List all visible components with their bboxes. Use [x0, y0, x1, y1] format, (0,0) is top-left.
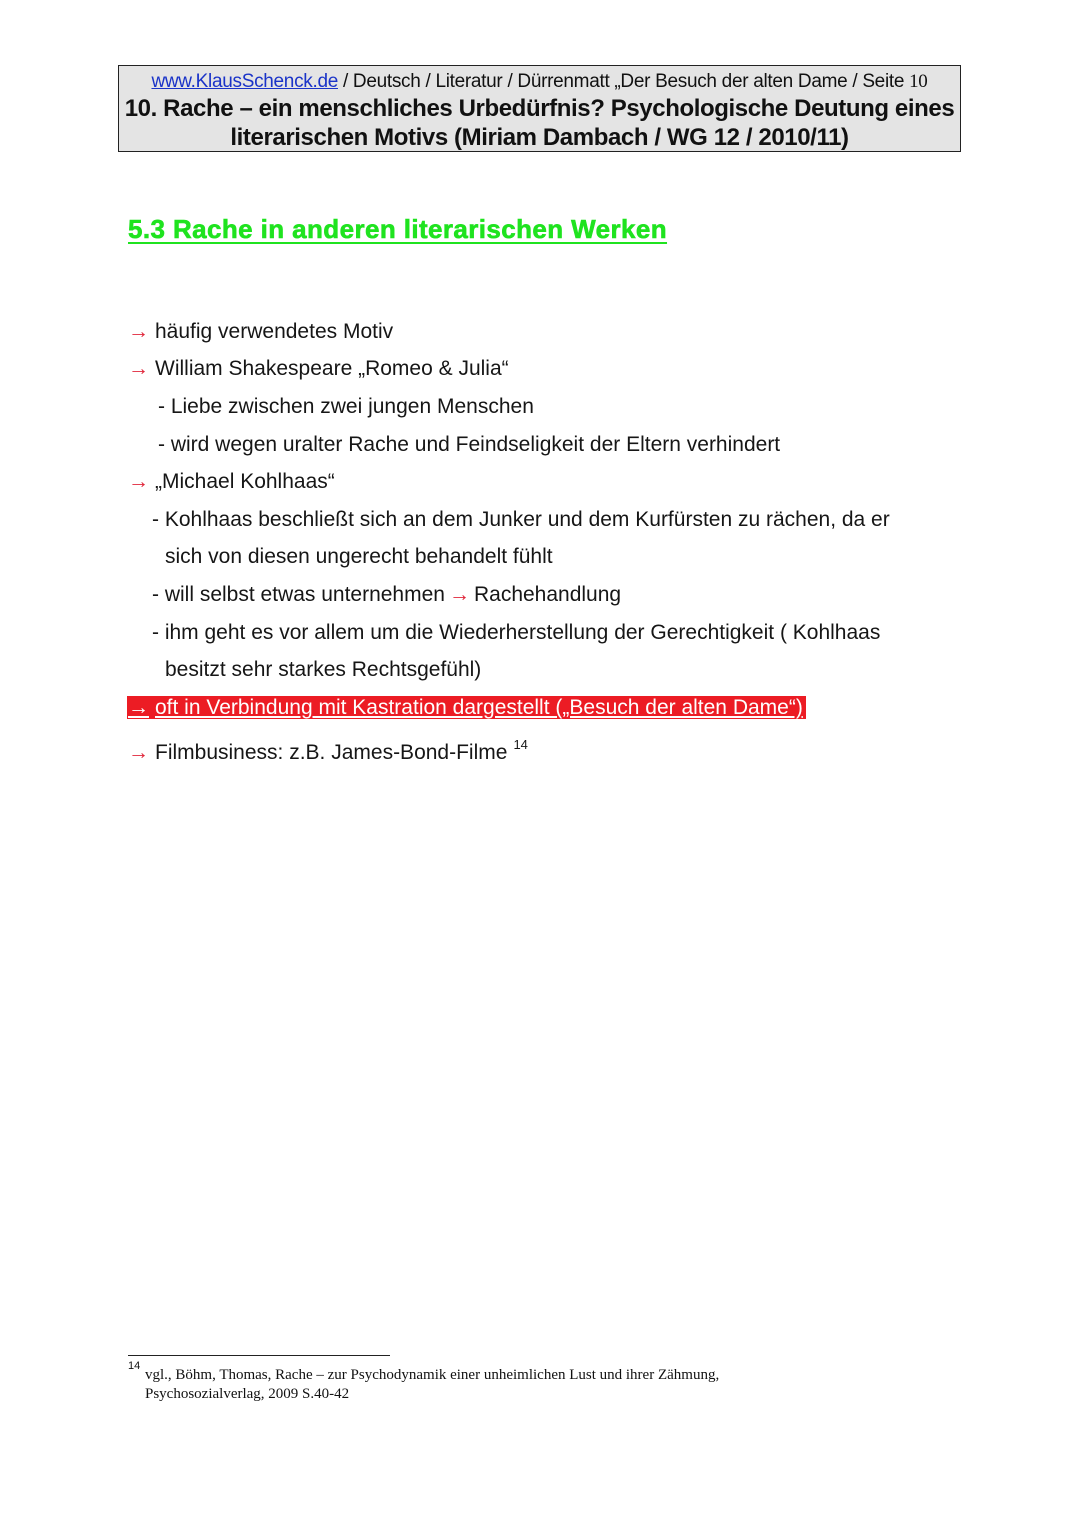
sub-item-text: - Liebe zwischen zwei jungen Menschen [158, 395, 534, 418]
sub-item-text: - ihm geht es vor allem um die Wiederherstellung der Gerechtigkeit ( Kohlhaas [152, 621, 881, 644]
list-item-text: „Michael Kohlhaas“ [155, 470, 335, 493]
document-title [119, 94, 960, 152]
list-item-romeo-julia [128, 355, 509, 383]
list-item-text: William Shakespeare „Romeo & Julia“ [155, 357, 509, 380]
site-link[interactable]: www.KlausSchenck.de [151, 71, 338, 92]
sub-item-text: Rachehandlung [473, 583, 622, 606]
footnote-line-2: Psychosozialverlag, 2009 S.40-42 [145, 1386, 350, 1402]
page-header [118, 65, 961, 152]
footnote-number: 14 [128, 1360, 141, 1372]
footnote-line-1: vgl., Böhm, Thomas, Rache – zur Psychodynamik einer unheimlichen Lust und ihrer Zähmung, [145, 1367, 720, 1383]
sub-item-text: sich von diesen ungerecht behandelt fühlt [165, 545, 553, 568]
list-item-motif [128, 318, 393, 346]
list-item-kohlhaas [128, 468, 335, 496]
sub-item-text: - Kohlhaas beschließt sich an dem Junker und dem Kurfürsten zu rächen, da er [152, 508, 890, 531]
arrow-right-icon: → [128, 470, 149, 493]
highlighted-text: oft in Verbindung mit Kastration dargestellt („Besuch der alten Dame“) [155, 696, 803, 719]
footnote-divider [128, 1355, 390, 1356]
footnote-text [145, 1366, 719, 1404]
arrow-right-icon: → [128, 696, 149, 719]
highlight-box [127, 696, 806, 719]
header-breadcrumb: / Deutsch / Literatur / Dürrenmatt „Der Besuch der alten Dame / Seite [337, 71, 910, 92]
arrow-right-icon: → [128, 741, 149, 764]
footnote-reference[interactable]: 14 [513, 737, 528, 752]
sub-item-text: - will selbst etwas unternehmen [152, 583, 445, 606]
section-heading: 5.3 Rache in anderen literarischen Werken [128, 214, 668, 244]
arrow-right-icon: → [128, 357, 149, 380]
sub-item-text: besitzt sehr starkes Rechtsgefühl) [165, 658, 482, 681]
document-title-line-2: literarischen Motivs (Miriam Dambach / WG 12 / 2010/11) [230, 124, 849, 151]
sub-item-rachehandlung [152, 581, 621, 609]
list-item-text: Filmbusiness: z.B. James-Bond-Filme [155, 741, 508, 764]
page-number: 10 [909, 71, 928, 92]
header-breadcrumb-line [119, 71, 960, 93]
highlighted-list-item [127, 694, 806, 722]
list-item-text: häufig verwendetes Motiv [155, 320, 394, 343]
document-title-line-1: 10. Rache – ein menschliches Urbedürfnis? Psychologische Deutung eines [124, 95, 955, 122]
list-item-film [128, 731, 528, 767]
arrow-right-icon: → [128, 320, 149, 343]
sub-item-text: - wird wegen uralter Rache und Feindseligkeit der Eltern verhindert [158, 433, 781, 456]
arrow-right-icon: → [448, 583, 470, 606]
